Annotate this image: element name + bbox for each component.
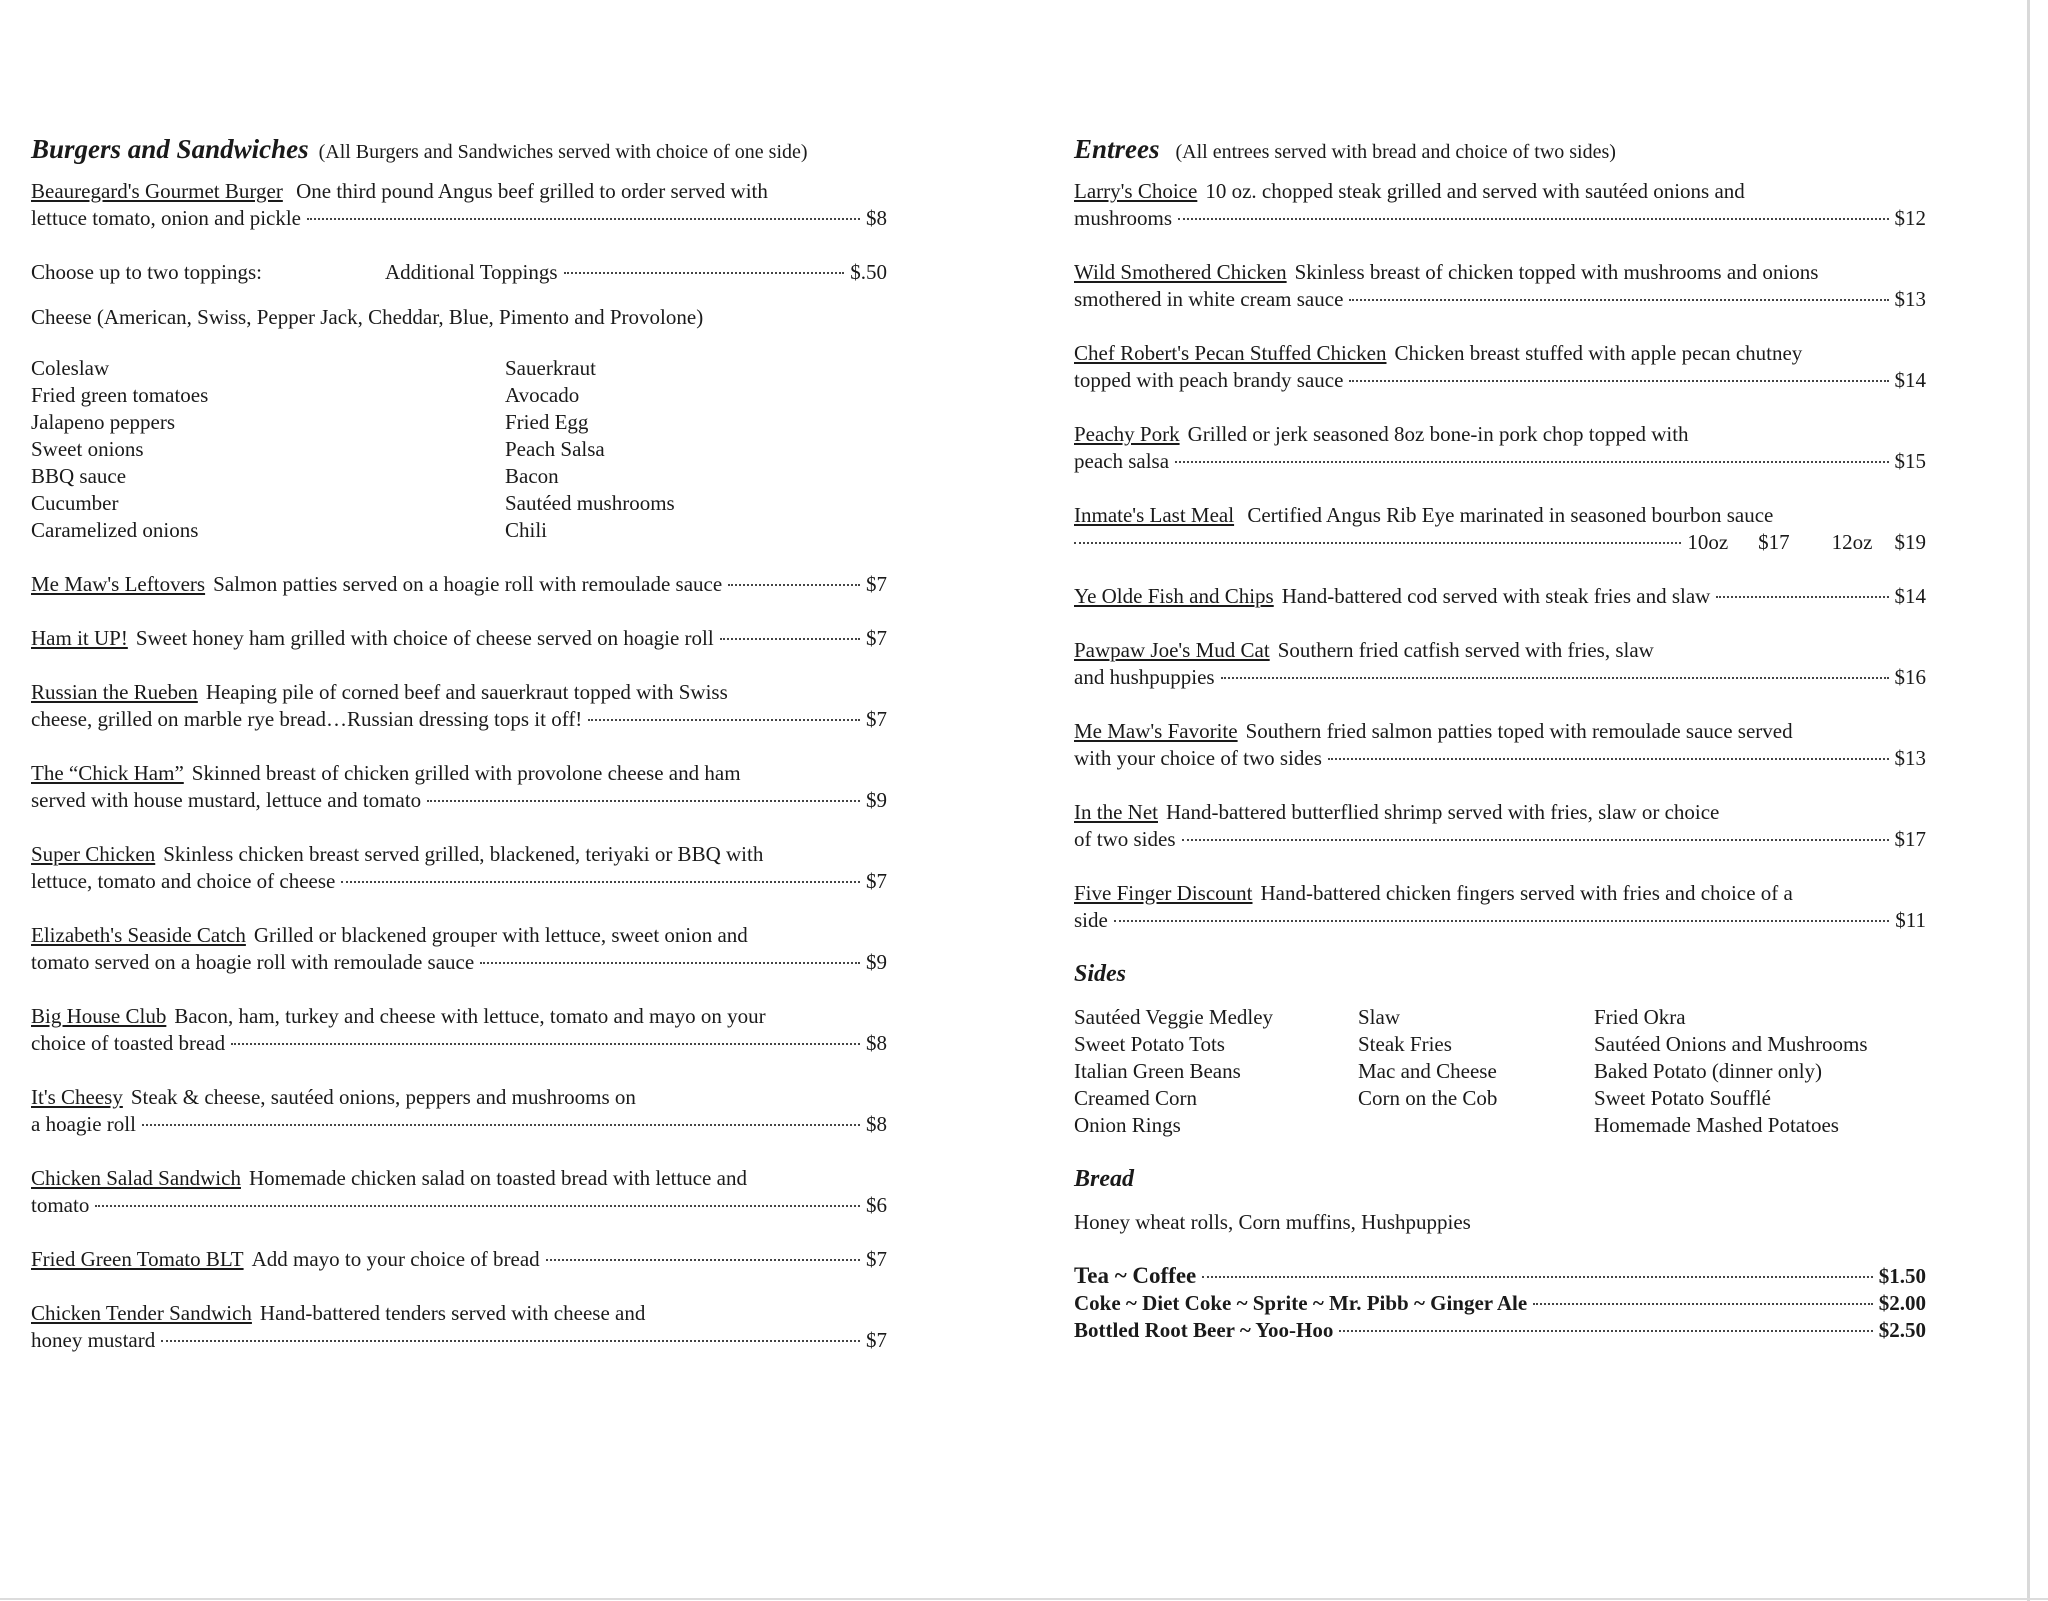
burger-items bbox=[31, 571, 887, 1354]
item-line bbox=[1074, 286, 1926, 313]
side-item: Italian Green Beans bbox=[1074, 1059, 1241, 1083]
item-desc: Hand-battered butterflied shrimp served with fries, slaw or choice bbox=[1165, 800, 1720, 824]
item-price: $7 bbox=[866, 626, 887, 650]
dot-leader bbox=[1114, 920, 1889, 922]
item-line bbox=[1074, 907, 1926, 934]
item-price: $7 bbox=[866, 572, 887, 596]
bread-options: Honey wheat rolls, Corn muffins, Hushpuppies bbox=[1074, 1210, 1471, 1234]
side-item: Fried Okra bbox=[1594, 1005, 1686, 1029]
dot-leader bbox=[728, 584, 860, 586]
entree-items bbox=[1074, 178, 1926, 475]
dot-leader bbox=[142, 1124, 860, 1126]
menu-item bbox=[31, 922, 887, 976]
dot-leader bbox=[1178, 218, 1888, 220]
item-desc: Skinless chicken breast served grilled, blackened, teriyaki or BBQ with bbox=[163, 842, 764, 866]
item-desc: Heaping pile of corned beef and sauerkraut topped with Swiss bbox=[205, 680, 728, 704]
topping: Avocado bbox=[505, 383, 580, 407]
menu-item bbox=[31, 1084, 887, 1138]
dot-leader bbox=[564, 272, 845, 274]
item-line bbox=[31, 571, 887, 598]
item-desc-cont: tomato bbox=[31, 1193, 90, 1217]
item-desc: Add mayo to your choice of bread bbox=[251, 1247, 540, 1271]
menu-item bbox=[1074, 718, 1926, 772]
menu-item bbox=[31, 1300, 887, 1354]
side-item: Slaw bbox=[1358, 1005, 1400, 1029]
item-desc-cont: honey mustard bbox=[31, 1328, 156, 1352]
dot-leader bbox=[161, 1340, 860, 1342]
menu-item bbox=[31, 1003, 887, 1057]
side-item: Sautéed Onions and Mushrooms bbox=[1594, 1032, 1868, 1056]
topping: Coleslaw bbox=[31, 356, 110, 380]
menu-item bbox=[1074, 637, 1926, 691]
menu-item bbox=[31, 1246, 887, 1273]
side-item: Sautéed Veggie Medley bbox=[1074, 1005, 1274, 1029]
topping: Cucumber bbox=[31, 491, 119, 515]
dot-leader bbox=[546, 1259, 860, 1261]
sides-col-2 bbox=[1358, 1004, 1594, 1139]
size-1: 10oz bbox=[1687, 530, 1729, 554]
item-line bbox=[31, 1192, 887, 1219]
item-desc-cont: side bbox=[1074, 908, 1108, 932]
dot-leader bbox=[95, 1205, 860, 1207]
item-name: Russian the Rueben bbox=[31, 680, 198, 704]
additional-toppings-label: Additional Toppings bbox=[385, 260, 558, 284]
toppings-row bbox=[31, 259, 887, 286]
featured-burger bbox=[31, 178, 887, 232]
additional-toppings-price: $.50 bbox=[850, 260, 887, 284]
item-desc: Skinned breast of chicken grilled with provolone cheese and ham bbox=[191, 761, 741, 785]
item-desc-cont: and hushpuppies bbox=[1074, 665, 1215, 689]
item-line bbox=[1074, 826, 1926, 853]
sides-col-3 bbox=[1594, 1004, 1926, 1139]
sides-col-1 bbox=[1074, 1004, 1358, 1139]
item-name: Fried Green Tomato BLT bbox=[31, 1247, 244, 1271]
burgers-title: Burgers and Sandwiches bbox=[31, 134, 309, 164]
drink-row bbox=[1074, 1262, 1926, 1290]
side-item: Steak Fries bbox=[1358, 1032, 1452, 1056]
page-edge bbox=[2027, 0, 2030, 1601]
item-name: Chicken Tender Sandwich bbox=[31, 1301, 252, 1325]
menu-item bbox=[1074, 340, 1926, 394]
side-item: Homemade Mashed Potatoes bbox=[1594, 1113, 1839, 1137]
item-desc: Southern fried salmon patties toped with remoulade sauce served bbox=[1245, 719, 1793, 743]
side-item: Creamed Corn bbox=[1074, 1086, 1198, 1110]
item-name: It's Cheesy bbox=[31, 1085, 123, 1109]
menu-item bbox=[1074, 421, 1926, 475]
item-name: Wild Smothered Chicken bbox=[1074, 260, 1287, 284]
side-item: Sweet Potato Soufflé bbox=[1594, 1086, 1771, 1110]
side-item: Mac and Cheese bbox=[1358, 1059, 1497, 1083]
menu-item bbox=[31, 841, 887, 895]
dot-leader bbox=[1716, 596, 1888, 598]
item-name: The “Chick Ham” bbox=[31, 761, 184, 785]
entree-items-2 bbox=[1074, 583, 1926, 934]
item-desc-cont: cheese, grilled on marble rye bread…Russian dressing tops it off! bbox=[31, 707, 583, 731]
entrees-title: Entrees bbox=[1074, 134, 1160, 164]
item-name: Elizabeth's Seaside Catch bbox=[31, 923, 246, 947]
item-line bbox=[31, 868, 887, 895]
burgers-column bbox=[31, 136, 887, 1381]
item-line bbox=[1074, 664, 1926, 691]
drink-price: $1.50 bbox=[1878, 1264, 1926, 1288]
item-name: Five Finger Discount bbox=[1074, 881, 1253, 905]
bread-title: Bread bbox=[1074, 1166, 1134, 1192]
item-desc: Southern fried catfish served with fries, slaw bbox=[1277, 638, 1654, 662]
price-2: $19 bbox=[1894, 530, 1926, 554]
item-desc-cont: choice of toasted bread bbox=[31, 1031, 226, 1055]
drink-name: Bottled Root Beer ~ Yoo-Hoo bbox=[1074, 1318, 1334, 1342]
page-bottom-edge bbox=[0, 1598, 2048, 1600]
item-desc: Sweet honey ham grilled with choice of cheese served on hoagie roll bbox=[135, 626, 714, 650]
dot-leader bbox=[720, 638, 860, 640]
dot-leader bbox=[1349, 299, 1888, 301]
entrees-note: (All entrees served with bread and choice of two sides) bbox=[1175, 141, 1616, 163]
toppings-col-1 bbox=[31, 355, 505, 544]
topping: Jalapeno peppers bbox=[31, 410, 176, 434]
item-price: $9 bbox=[866, 788, 887, 812]
topping: Fried Egg bbox=[505, 410, 589, 434]
dot-leader bbox=[1175, 461, 1888, 463]
drink-name: Tea ~ Coffee bbox=[1074, 1263, 1197, 1288]
topping: Peach Salsa bbox=[505, 437, 605, 461]
dot-leader bbox=[1182, 839, 1889, 841]
topping: Chili bbox=[505, 518, 548, 542]
item-line bbox=[31, 949, 887, 976]
item-price: $7 bbox=[866, 1328, 887, 1352]
dot-leader bbox=[1202, 1276, 1873, 1278]
side-item: Corn on the Cob bbox=[1358, 1086, 1498, 1110]
item-desc-cont: topped with peach brandy sauce bbox=[1074, 368, 1344, 392]
menu-item bbox=[1074, 178, 1926, 232]
topping: Sauerkraut bbox=[505, 356, 596, 380]
dot-leader bbox=[1074, 542, 1681, 544]
dot-leader bbox=[1349, 380, 1888, 382]
price-1: $17 bbox=[1758, 530, 1790, 554]
item-line bbox=[31, 625, 887, 652]
item-price: $8 bbox=[866, 206, 887, 230]
entrees-header bbox=[1074, 136, 1926, 166]
item-desc: One third pound Angus beef grilled to order served with bbox=[296, 179, 768, 203]
item-name: Chef Robert's Pecan Stuffed Chicken bbox=[1074, 341, 1387, 365]
item-name: In the Net bbox=[1074, 800, 1158, 824]
menu-item bbox=[31, 571, 887, 598]
item-line bbox=[31, 1327, 887, 1354]
item-line bbox=[1074, 448, 1926, 475]
item-desc: Steak & cheese, sautéed onions, peppers and mushrooms on bbox=[130, 1085, 636, 1109]
side-item: Baked Potato (dinner only) bbox=[1594, 1059, 1823, 1083]
item-price: $16 bbox=[1894, 665, 1926, 689]
item-desc-cont: served with house mustard, lettuce and tomato bbox=[31, 788, 422, 812]
item-line bbox=[31, 1246, 887, 1273]
item-name: Inmate's Last Meal bbox=[1074, 503, 1235, 527]
item-name: Super Chicken bbox=[31, 842, 156, 866]
item-desc: Skinless breast of chicken topped with mushrooms and onions bbox=[1294, 260, 1819, 284]
item-desc: Salmon patties served on a hoagie roll with remoulade sauce bbox=[213, 572, 723, 596]
topping: Caramelized onions bbox=[31, 518, 199, 542]
drink-name: Coke ~ Diet Coke ~ Sprite ~ Mr. Pibb ~ Ginger Ale bbox=[1074, 1291, 1528, 1315]
drink-price: $2.50 bbox=[1878, 1318, 1926, 1342]
dot-leader bbox=[427, 800, 860, 802]
menu-item bbox=[31, 625, 887, 652]
item-line bbox=[1074, 205, 1926, 232]
dot-leader bbox=[1339, 1330, 1872, 1332]
dot-leader bbox=[480, 962, 860, 964]
item-price: $14 bbox=[1894, 584, 1926, 608]
topping: Fried green tomatoes bbox=[31, 383, 209, 407]
burgers-header bbox=[31, 136, 887, 166]
item-desc: Hand-battered cod served with steak fries and slaw bbox=[1281, 584, 1711, 608]
item-desc: Grilled or jerk seasoned 8oz bone-in pork chop topped with bbox=[1187, 422, 1689, 446]
item-price: $6 bbox=[866, 1193, 887, 1217]
item-desc: Homemade chicken salad on toasted bread with lettuce and bbox=[248, 1166, 747, 1190]
item-desc: Hand-battered tenders served with cheese and bbox=[259, 1301, 646, 1325]
dot-leader bbox=[588, 719, 860, 721]
topping: Sautéed mushrooms bbox=[505, 491, 675, 515]
item-price: $8 bbox=[866, 1112, 887, 1136]
toppings-col-2 bbox=[505, 355, 887, 544]
drink-price: $2.00 bbox=[1878, 1291, 1926, 1315]
item-name: Me Maw's Leftovers bbox=[31, 572, 206, 596]
drinks-list bbox=[1074, 1262, 1926, 1344]
item-desc-cont: with your choice of two sides bbox=[1074, 746, 1322, 770]
item-name: Peachy Pork bbox=[1074, 422, 1180, 446]
dot-leader bbox=[1221, 677, 1889, 679]
topping: BBQ sauce bbox=[31, 464, 127, 488]
item-line bbox=[31, 1030, 887, 1057]
item-name: Beauregard's Gourmet Burger bbox=[31, 179, 283, 203]
sides-title: Sides bbox=[1074, 961, 1127, 987]
item-desc-cont: peach salsa bbox=[1074, 449, 1170, 473]
item-desc: 10 oz. chopped steak grilled and served with sautéed onions and bbox=[1205, 179, 1745, 203]
item-price: $8 bbox=[866, 1031, 887, 1055]
item-line bbox=[1074, 367, 1926, 394]
menu-item bbox=[31, 1165, 887, 1219]
dot-leader bbox=[1328, 758, 1889, 760]
size-2: 12oz bbox=[1831, 530, 1873, 554]
item-desc-cont: lettuce tomato, onion and pickle bbox=[31, 206, 302, 230]
item-line bbox=[1074, 745, 1926, 772]
item-price: $17 bbox=[1894, 827, 1926, 851]
dot-leader bbox=[1533, 1303, 1873, 1305]
item-name: Big House Club bbox=[31, 1004, 167, 1028]
cheese-options: Cheese (American, Swiss, Pepper Jack, Cheddar, Blue, Pimento and Provolone) bbox=[31, 305, 704, 329]
dot-leader bbox=[231, 1043, 860, 1045]
item-price: $7 bbox=[866, 707, 887, 731]
item-name: Pawpaw Joe's Mud Cat bbox=[1074, 638, 1270, 662]
item-name: Larry's Choice bbox=[1074, 179, 1198, 203]
menu-item bbox=[1074, 799, 1926, 853]
item-desc-cont: smothered in white cream sauce bbox=[1074, 287, 1344, 311]
item-price: $13 bbox=[1894, 746, 1926, 770]
item-desc: Grilled or blackened grouper with lettuce, sweet onion and bbox=[253, 923, 748, 947]
item-name: Ye Olde Fish and Chips bbox=[1074, 584, 1274, 608]
item-desc: Certified Angus Rib Eye marinated in seasoned bourbon sauce bbox=[1247, 503, 1774, 527]
item-name: Me Maw's Favorite bbox=[1074, 719, 1238, 743]
side-item: Sweet Potato Tots bbox=[1074, 1032, 1225, 1056]
item-desc: Bacon, ham, turkey and cheese with lettuce, tomato and mayo on your bbox=[174, 1004, 766, 1028]
item-price: $9 bbox=[866, 950, 887, 974]
item-line bbox=[31, 706, 887, 733]
item-desc-cont: tomato served on a hoagie roll with remoulade sauce bbox=[31, 950, 475, 974]
entrees-column bbox=[1074, 136, 1926, 1344]
menu-item bbox=[1074, 880, 1926, 934]
menu-item bbox=[31, 760, 887, 814]
burgers-note: (All Burgers and Sandwiches served with choice of one side) bbox=[318, 141, 808, 163]
item-name: Ham it UP! bbox=[31, 626, 128, 650]
item-price: $12 bbox=[1894, 206, 1926, 230]
item-desc: Hand-battered chicken fingers served with fries and choice of a bbox=[1260, 881, 1793, 905]
item-line bbox=[31, 1111, 887, 1138]
item-desc-cont: of two sides bbox=[1074, 827, 1176, 851]
menu-item bbox=[1074, 583, 1926, 610]
toppings-list bbox=[31, 355, 887, 544]
item-desc-cont: lettuce, tomato and choice of cheese bbox=[31, 869, 336, 893]
menu-item bbox=[1074, 259, 1926, 313]
item-desc-cont: a hoagie roll bbox=[31, 1112, 136, 1136]
toppings-label: Choose up to two toppings: bbox=[31, 260, 263, 284]
item-price: $7 bbox=[866, 869, 887, 893]
item-price: $14 bbox=[1894, 368, 1926, 392]
item-desc-cont: mushrooms bbox=[1074, 206, 1173, 230]
menu-item bbox=[31, 679, 887, 733]
dot-leader bbox=[341, 881, 860, 883]
topping: Bacon bbox=[505, 464, 559, 488]
item-line bbox=[31, 787, 887, 814]
drink-row bbox=[1074, 1317, 1926, 1344]
item-price: $13 bbox=[1894, 287, 1926, 311]
item-price: $15 bbox=[1894, 449, 1926, 473]
side-item: Onion Rings bbox=[1074, 1113, 1181, 1137]
drink-row bbox=[1074, 1290, 1926, 1317]
inmate-last-meal bbox=[1074, 502, 1926, 556]
item-price: $11 bbox=[1895, 908, 1926, 932]
item-line bbox=[1074, 583, 1926, 610]
item-price: $7 bbox=[866, 1247, 887, 1271]
dot-leader bbox=[307, 218, 860, 220]
item-desc: Chicken breast stuffed with apple pecan chutney bbox=[1394, 341, 1803, 365]
topping: Sweet onions bbox=[31, 437, 144, 461]
sides-list bbox=[1074, 1004, 1926, 1139]
item-name: Chicken Salad Sandwich bbox=[31, 1166, 241, 1190]
